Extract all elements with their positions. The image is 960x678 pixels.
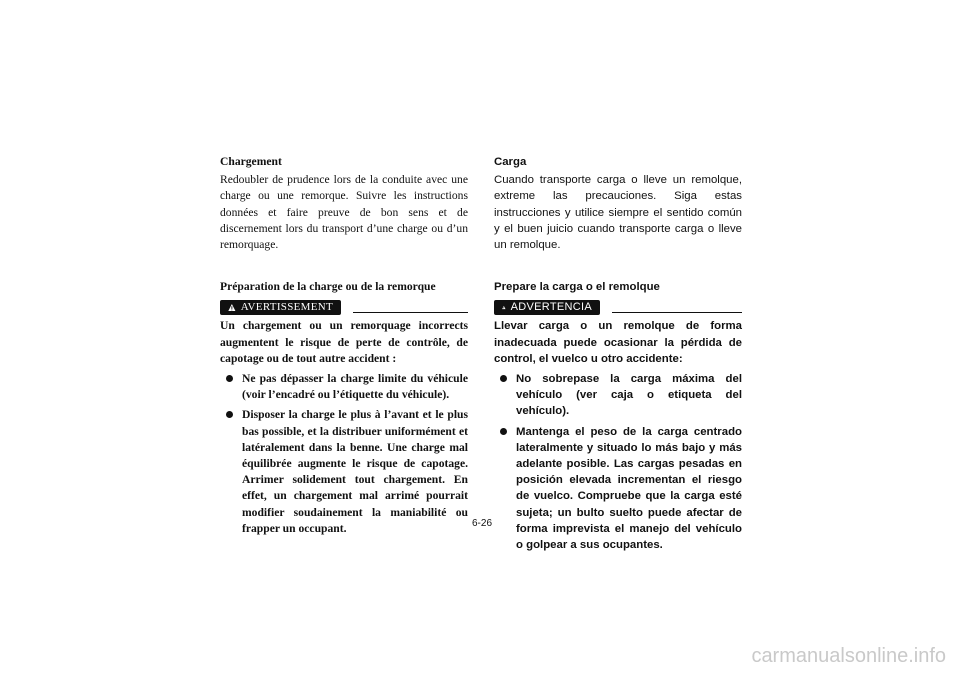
bullet-dot-icon [226, 375, 233, 382]
french-intro: Redoubler de prudence lors de la conduite avec une charge ou une remorque. Suivre les instructions données et faire preuve de bon sens et de discernement lors du transport d’une charge ou d’un remorquage. [220, 173, 468, 252]
list-item [220, 407, 468, 537]
spanish-warning-rule [612, 312, 742, 313]
bullet-dot-icon [500, 375, 507, 382]
french-warning-text: Un chargement ou un remorquage incorrects augmentent le risque de perte de contrôle, de capotage ou de tout autre accident : [220, 319, 468, 365]
watermark: carmanualsonline.info [751, 645, 946, 667]
spanish-bullet-text: Mantenga el peso de la carga centrado lateralmente y situado lo más bajo y más adelante posible. Las cargas pesadas en posición elevada incrementan el riesgo de vuelco. Compruebe que la carga esté sujeta; un bulto suelto puede afectar de forma imprevista el manejo del vehículo o golpear a sus ocupantes. [516, 425, 742, 552]
warning-triangle-icon [502, 302, 506, 313]
bullet-dot-icon [500, 428, 507, 435]
spanish-heading: Carga [494, 156, 527, 168]
page-number: 6-26 [472, 518, 493, 529]
french-column [220, 154, 468, 537]
french-warning-badge [220, 300, 341, 315]
french-warning-rule [353, 312, 468, 313]
spanish-warning-text: Llevar carga o un remolque de forma inadecuada puede ocasionar la pérdida de control, el vuelco u otro accidente: [494, 320, 742, 365]
french-subheading: Préparation de la charge ou de la remorque [220, 280, 436, 294]
bullet-dot-icon [226, 411, 233, 418]
spanish-subheading: Prepare la carga o el remolque [494, 281, 660, 294]
spanish-warning-badge [494, 300, 600, 315]
french-bullet-text: Ne pas dépasser la charge limite du véhicule (voir l’encadré ou l’étiquette du véhicule). [242, 372, 468, 402]
spanish-warning-label: ADVERTENCIA [510, 301, 592, 314]
list-item [494, 371, 742, 420]
french-warning-label: AVERTISSEMENT [240, 301, 333, 314]
spanish-bullet-text: No sobrepase la carga máxima del vehículo (ver caja o etiqueta del vehículo). [516, 373, 742, 418]
french-bullet-text: Disposer la charge le plus à l’avant et le plus bas possible, et la distribuer uniformément et latéralement dans la benne. Une charge mal équilibrée augmente le risque de capotage. Arrimer solidement tout chargement. En effet, un chargement mal arrimé pourrait modifier soudainement la maniabilité ou frapper un occupant. [242, 408, 468, 535]
spanish-column [494, 154, 742, 553]
warning-triangle-icon [228, 302, 236, 313]
french-heading: Chargement [220, 155, 282, 168]
list-item [220, 371, 468, 403]
spanish-bullet-list [494, 371, 742, 553]
french-warning-header [220, 299, 468, 315]
list-item [494, 424, 742, 554]
french-bullet-list [220, 371, 468, 537]
spanish-intro: Cuando transporte carga o lleve un remolque, extreme las precauciones. Siga estas instrucciones y utilice siempre el sentido común y el buen juicio cuando transporte carga o lleve un remolque. [494, 174, 742, 252]
spanish-warning-header [494, 299, 742, 315]
